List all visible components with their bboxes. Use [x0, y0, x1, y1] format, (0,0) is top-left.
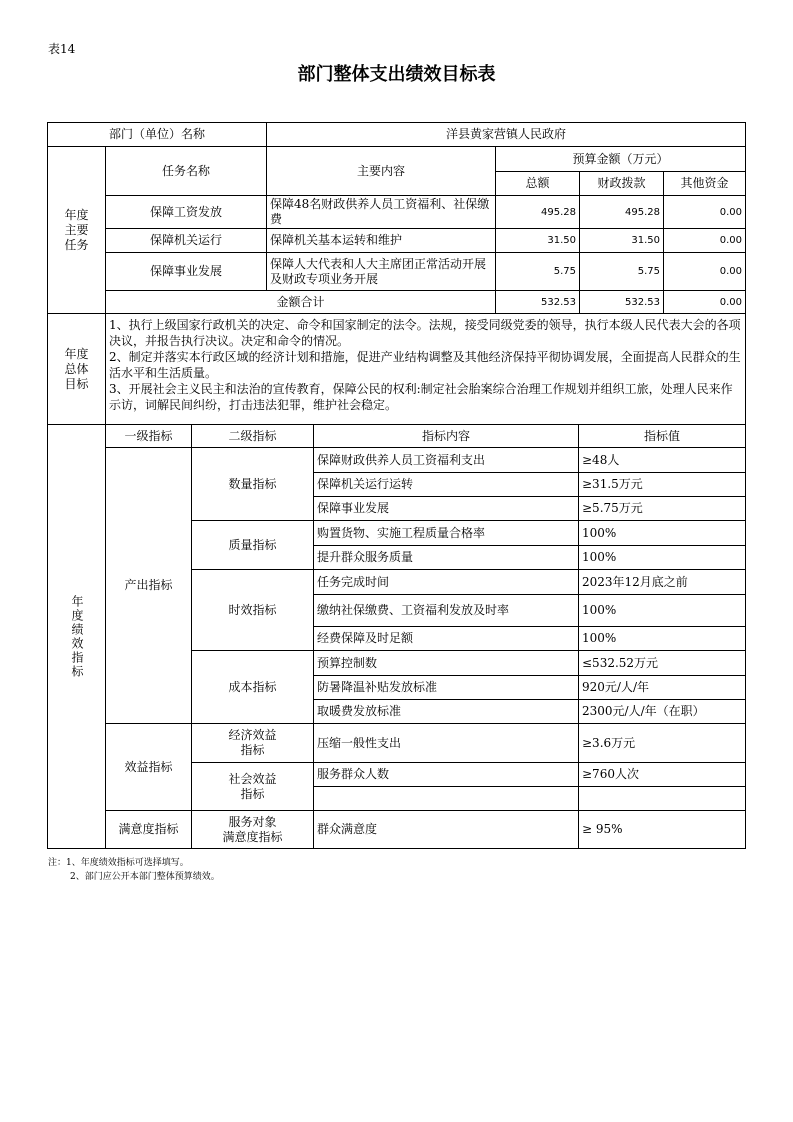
- indicator-content: 缴纳社保缴费、工资福利发放及时率: [317, 603, 510, 617]
- col-indicator-content: 指标内容: [421, 428, 470, 443]
- indicator-content: 预算控制数: [317, 655, 378, 670]
- indicator-value: 100%: [582, 550, 617, 564]
- col-budget: 预算金额（万元）: [572, 151, 669, 166]
- indicator-value: ≥5.75万元: [582, 501, 643, 515]
- task-total: 495.28: [541, 206, 576, 218]
- col-task-content: 主要内容: [356, 163, 405, 178]
- level2-social: 社会效益 指标: [228, 771, 277, 801]
- indicator-content: 购置货物、实施工程质量合格率: [317, 525, 486, 540]
- level2-timeliness: 时效指标: [228, 602, 277, 617]
- indicator-value: ≥31.5万元: [582, 477, 643, 491]
- level1-output: 产出指标: [124, 578, 173, 592]
- level1-benefit: 效益指标: [124, 759, 173, 774]
- goal-item: 3、开展社会主义民主和法治的宣传教育，保障公民的权利:制定社会胎案综合治理工作规划并组织工旅，处理人民来作示访，词解民间纠纷，打击违法犯罪，维护社会稳定。: [109, 382, 733, 412]
- note-line-1: 注：1、年度绩效指标可选择填写。: [48, 858, 189, 868]
- indicator-value: 2023年12月底之前: [582, 574, 688, 589]
- indicators-section-text: 年度绩效指标: [70, 594, 84, 679]
- indicator-content: 保障事业发展: [317, 501, 390, 515]
- task-other: 0.00: [719, 235, 742, 246]
- task-fiscal: 5.75: [637, 266, 660, 277]
- task-name: 保障工资发放: [149, 204, 222, 219]
- tasks-section-label: 年度 主要 任务: [64, 207, 89, 252]
- indicator-content: 压缩一般性支出: [317, 735, 402, 750]
- indicator-content: 保障机关运行运转: [317, 477, 414, 491]
- indicator-value: ≥760人次: [582, 767, 639, 781]
- task-content: 保障48名财政供养人员工资福利、社保缴费: [270, 197, 490, 226]
- col-other: 其他资金: [680, 176, 729, 190]
- indicator-content: 防暑降温补贴发放标准: [317, 680, 438, 694]
- indicator-content: [314, 787, 578, 810]
- sum-fiscal: 532.53: [625, 296, 660, 308]
- indicator-content: 保障财政供养人员工资福利支出: [317, 452, 486, 467]
- indicator-content: 经费保障及时足额: [317, 631, 414, 645]
- level2-cost: 成本指标: [228, 679, 277, 694]
- indicator-value: 100%: [582, 631, 617, 645]
- note-line-2: 2、部门应公开本部门整体预算绩效。: [70, 872, 220, 882]
- indicator-value: 920元/人/年: [582, 680, 649, 694]
- sum-label: 金额合计: [276, 294, 325, 309]
- level2-service: 服务对象 满意度指标: [222, 814, 283, 844]
- goal-item: 2、制定并落实本行政区域的经济计划和措施，促进产业结构调整及其他经济保持平彻协调发展，全面提高人民群众的生活水平和生活质量。: [109, 350, 741, 380]
- indicator-content: 任务完成时间: [317, 574, 390, 589]
- task-name: 保障机关运行: [149, 233, 222, 247]
- level2-economic: 经济效益 指标: [228, 728, 277, 757]
- unit-value: 洋县黄家营镇人民政府: [445, 127, 566, 141]
- notes: [48, 856, 220, 884]
- indicator-content: 提升群众服务质量: [317, 550, 414, 564]
- level1-satisfaction: 满意度指标: [118, 822, 179, 836]
- indicator-value: ≥ 95%: [582, 822, 623, 836]
- goals-text: [109, 317, 741, 413]
- task-total: 5.75: [553, 266, 576, 277]
- unit-label: 部门（单位）名称: [108, 127, 205, 141]
- indicator-content: 群众满意度: [317, 822, 378, 836]
- level2-quality: 质量指标: [228, 537, 277, 552]
- indicator-value: ≤532.52万元: [582, 655, 659, 670]
- table-label: 表14: [48, 42, 76, 56]
- goal-item: 1、执行上级国家行政机关的决定、命令和国家制定的法令。法规，接受同级党委的领导，执行本级人民代表大会的各项决议，并报告执行决议。决定和命令的情况。: [109, 318, 741, 348]
- indicator-content: 取暖费发放标准: [317, 704, 402, 718]
- indicator-value: ≥48人: [582, 452, 620, 467]
- indicator-value: [579, 787, 745, 810]
- task-other: 0.00: [719, 206, 742, 218]
- indicator-value: ≥3.6万元: [582, 735, 636, 750]
- indicator-value: 100%: [582, 603, 617, 617]
- task-name: 保障事业发展: [149, 264, 222, 278]
- col-level2: 二级指标: [228, 428, 277, 443]
- indicator-content: 服务群众人数: [317, 767, 390, 781]
- col-total: 总额: [525, 176, 550, 190]
- page-title: 部门整体支出绩效目标表: [297, 64, 496, 85]
- task-content: 保障人大代表和人大主席团正常活动开展及财政专项业务开展: [270, 256, 487, 286]
- col-fiscal: 财政拨款: [597, 176, 646, 190]
- task-total: 31.50: [547, 235, 576, 246]
- task-fiscal: 31.50: [631, 235, 660, 246]
- indicators-section-label: [48, 425, 105, 848]
- task-content: 保障机关基本运转和维护: [270, 233, 403, 247]
- sum-total: 532.53: [541, 296, 576, 308]
- col-task-name: 任务名称: [161, 163, 210, 178]
- level2-quantity: 数量指标: [228, 476, 277, 491]
- sum-other: 0.00: [719, 296, 742, 308]
- goals-section-label: 年度 总体 目标: [64, 346, 89, 391]
- col-indicator-value: 指标值: [643, 428, 680, 443]
- task-fiscal: 495.28: [625, 206, 660, 218]
- col-level1: 一级指标: [124, 428, 173, 443]
- indicator-value: 2300元/人/年（在职）: [582, 704, 705, 718]
- indicator-value: 100%: [582, 525, 617, 540]
- task-other: 0.00: [719, 266, 742, 277]
